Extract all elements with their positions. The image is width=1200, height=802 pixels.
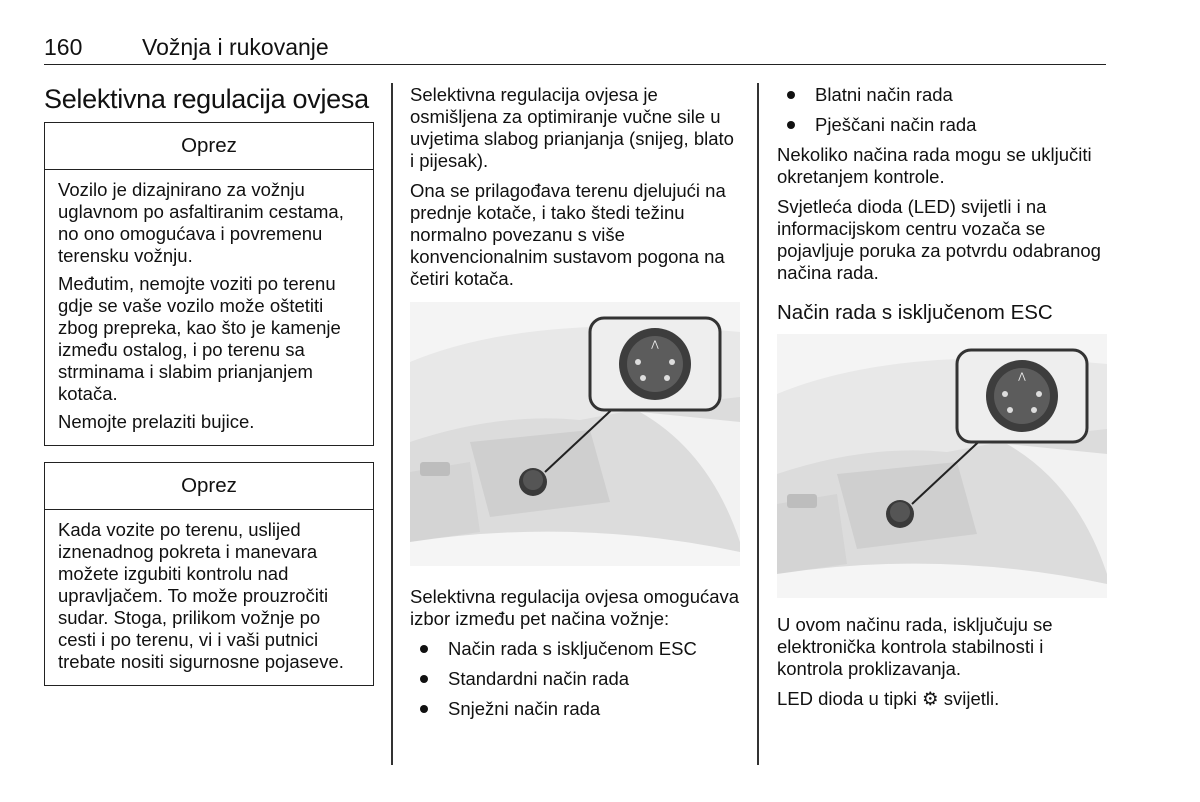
bullet-icon	[420, 675, 428, 683]
column-middle-bottom	[410, 586, 740, 728]
page-number: 160	[44, 34, 83, 60]
subheading: Način rada s isključenom ESC	[777, 301, 1053, 324]
caution-heading: Oprez	[45, 123, 373, 170]
list-item	[410, 698, 740, 720]
caution-paragraph: Međutim, nemojte voziti po terenu gdje se vaše vozilo može oštetiti zbog prepreka, kao što je kamenje između ostalog, i po terenu sa strminama i slabim prianjanjem kotača.	[58, 273, 341, 404]
caution-box	[44, 462, 374, 686]
list-item	[410, 638, 740, 660]
list-item-label: Standardni način rada	[448, 668, 630, 689]
column-divider	[757, 83, 759, 765]
column-right-top	[777, 84, 1107, 340]
paragraph: Svjetleća dioda (LED) svijetli i na informacijskom centru vozača se pojavljuje poruka za potvrdu odabranog načina rada.	[777, 196, 1101, 283]
paragraph: Nekoliko načina rada mogu se uključiti okretanjem kontrole.	[777, 144, 1092, 187]
list-item	[777, 84, 1107, 106]
mode-list	[410, 638, 740, 720]
bullet-icon	[787, 91, 795, 99]
column-right-bottom	[777, 614, 1107, 718]
list-item-label: Blatni način rada	[815, 84, 953, 105]
svg-text:⋀: ⋀	[651, 340, 659, 350]
caution-heading: Oprez	[45, 463, 373, 510]
caution-paragraph: Nemojte prelaziti bujice.	[58, 411, 255, 432]
bullet-icon	[420, 705, 428, 713]
caution-paragraph: Vozilo je dizajnirano za vožnju uglavnom po asfaltiranim cestama, no ono omogućava i povremenu terensku vožnju.	[58, 179, 344, 266]
paragraph: Selektivna regulacija ovjesa omogućava izbor između pet načina vožnje:	[410, 586, 740, 629]
list-item	[777, 114, 1107, 136]
caution-body	[45, 510, 373, 685]
bullet-icon	[420, 645, 428, 653]
list-item-label: Snježni način rada	[448, 698, 601, 719]
paragraph: LED dioda u tipki ⚙ svijetli.	[777, 688, 1000, 709]
mode-list	[777, 84, 1107, 136]
paragraph: U ovom načinu rada, isključuju se elektronička kontrola stabilnosti i kontrola proklizavanja.	[777, 614, 1053, 679]
svg-text:⋀: ⋀	[1018, 372, 1026, 382]
column-divider	[391, 83, 393, 765]
caution-paragraph: Kada vozite po terenu, uslijed iznenadnog pokreta i manevara možete izgubiti kontrolu nad upravljačem. To može prouzročiti sudar. Stoga, prilikom vožnje po cesti i po terenu, vi i vaši putnici trebate nositi sigurnosne pojaseve.	[58, 519, 344, 672]
caution-box	[44, 122, 374, 446]
list-item	[410, 668, 740, 690]
page-header	[44, 34, 1106, 65]
bullet-icon	[787, 121, 795, 129]
paragraph: Selektivna regulacija ovjesa je osmišljena za optimiranje vučne sile u uvjetima slabog prianjanja (snijeg, blato i pijesak).	[410, 84, 734, 171]
column-middle-top	[410, 84, 740, 298]
paragraph: Ona se prilagođava terenu djelujući na prednje kotače, i tako štedi težinu normalno povezanu s više konvencionalnim sustavom pogona na četiri kotača.	[410, 180, 726, 289]
selector-knob-illustration	[777, 334, 1107, 598]
chapter-title: Vožnja i rukovanje	[142, 34, 329, 60]
section-title: Selektivna regulacija ovjesa	[44, 84, 369, 114]
list-item-label: Način rada s isključenom ESC	[448, 638, 697, 659]
list-item-label: Pješčani način rada	[815, 114, 977, 135]
caution-body	[45, 170, 373, 445]
selector-knob-illustration	[410, 302, 740, 566]
